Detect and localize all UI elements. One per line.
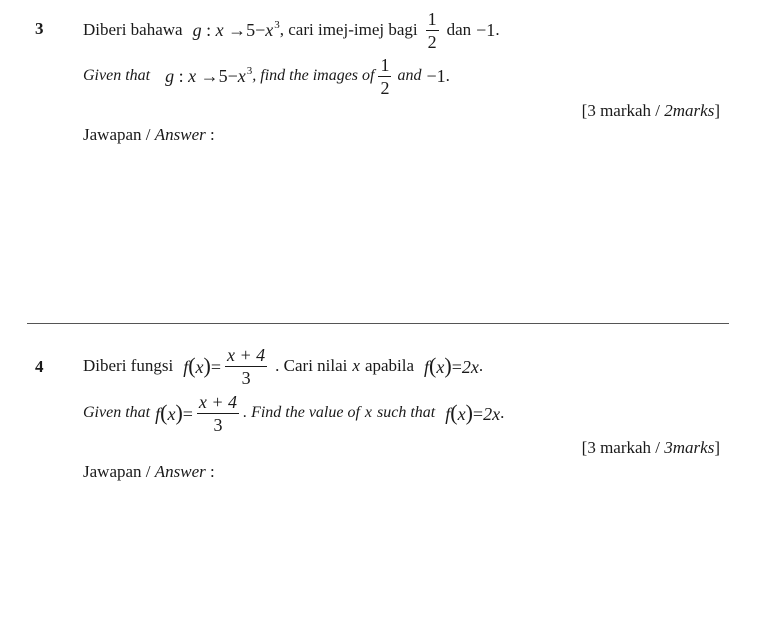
q4e-period: . [500, 403, 505, 422]
q3-half-num: 1 [427, 8, 437, 29]
q3-english-mid: , find the images of [252, 67, 375, 84]
q4-malay-intro: Diberi fungsi [83, 356, 174, 375]
q3-marks-suffix: ] [714, 101, 720, 120]
q3-fn-const: 5 [246, 19, 256, 40]
q3-answer-malay: Jawapan / [83, 125, 155, 144]
q4e-eq2: = [472, 403, 484, 424]
q4-english-mid-a: . Find the value of [243, 404, 360, 421]
q3-answer-colon: : [205, 125, 215, 144]
q4-answer-english: Answer [154, 462, 206, 481]
question-3-marks [582, 101, 720, 121]
q3e-fn-colon: : [178, 65, 184, 86]
q4e-eq: = [182, 403, 193, 424]
q4e-rhs: 2x [483, 403, 501, 424]
section-divider [27, 323, 729, 324]
q4-english-intro: Given that [83, 404, 151, 421]
q4-malay-mid-var: x [352, 356, 360, 375]
q3e-neg-one: −1 [426, 65, 446, 86]
q4-period: . [478, 356, 484, 375]
q4-fx-english: f(x)= [155, 399, 193, 425]
q3e-fn-minus: − [227, 65, 238, 86]
q3e-fn-var: x [188, 65, 197, 86]
q3-fn-rhs-var: x [265, 19, 274, 40]
question-4-answer-label [83, 462, 215, 482]
q4-eq2: = [451, 356, 462, 377]
q4-english-mid-b: such that [377, 404, 436, 421]
q4e-x2: x [457, 403, 466, 424]
q3-fn-arrow: → [228, 19, 247, 40]
q3-function-malay [193, 20, 280, 41]
question-3-number: 3 [35, 19, 44, 38]
q4-frac-num: x + 4 [227, 344, 266, 365]
q3-half-den: 2 [427, 31, 437, 52]
q4e-f2: f [445, 403, 451, 424]
q3-fn-name: g [192, 19, 202, 40]
q4-english-mid-var: x [364, 404, 373, 421]
q3-malay-intro: Diberi bahawa [83, 20, 183, 39]
q3e-period: . [445, 66, 450, 85]
q4-fx-rhs-malay: f(x)=2x [424, 352, 479, 378]
q3-malay-and: dan [446, 20, 472, 39]
q4-frac-den: 3 [241, 367, 251, 388]
q3-fn-exponent: 3 [274, 18, 280, 31]
q4e-frac-num: x + 4 [198, 391, 238, 412]
q3-function-english [165, 66, 252, 87]
q3-marks-prefix: [3 markah / [581, 101, 665, 120]
q4-fx-malay: f(x)= [183, 352, 222, 378]
question-3-malay-text [83, 10, 500, 50]
q3e-half-fraction [378, 56, 391, 97]
q3-marks-italic: 2marks [664, 101, 715, 120]
q3-fn-var: x [215, 19, 224, 40]
q4-answer-colon: : [205, 462, 215, 481]
q3-period: . [495, 20, 500, 39]
q4e-fx-rhs: f(x)=2x [445, 399, 501, 425]
q3-neg-one: −1 [476, 19, 496, 40]
q3-answer-english: Answer [154, 125, 206, 144]
q4-eq: = [210, 356, 222, 377]
q3-english-intro: Given that [83, 67, 151, 84]
q4e-fraction [197, 393, 239, 434]
q3e-half-den: 2 [380, 77, 390, 98]
q4-rhs: 2x [461, 356, 479, 377]
q4-marks-prefix: [3 markah / [581, 438, 665, 457]
q3e-fn-exponent: 3 [246, 64, 253, 77]
q4-x: x [195, 356, 204, 377]
question-4-malay-text [83, 343, 483, 389]
q3-english-and: and [397, 67, 422, 84]
q3e-fn-rhs-var: x [237, 65, 246, 86]
q3e-half-num: 1 [380, 54, 390, 75]
q4-marks-italic: 3marks [664, 438, 715, 457]
q4-malay-mid-a: . Cari nilai [275, 356, 348, 375]
question-4-marks [582, 438, 720, 458]
question-3-answer-label [83, 125, 215, 145]
q4e-frac-den: 3 [213, 414, 223, 435]
q3-half-fraction [426, 10, 439, 51]
q4-malay-mid-b: apabila [364, 356, 415, 375]
q3e-fn-arrow: → [200, 65, 219, 86]
q4e-f: f [155, 403, 161, 424]
q4-marks-suffix: ] [714, 438, 720, 457]
q3-fn-minus: − [255, 19, 266, 40]
q4-f2: f [424, 356, 430, 377]
question-4-english-text [83, 390, 504, 436]
q3-malay-mid: , cari imej-imej bagi [279, 20, 418, 39]
q4-fraction [225, 346, 267, 387]
q4-x2: x [436, 356, 445, 377]
q4-answer-malay: Jawapan / [83, 462, 155, 481]
q3e-fn-name: g [165, 65, 175, 86]
q3-fn-colon: : [206, 19, 212, 40]
question-3-english-text [83, 56, 450, 96]
q4e-x: x [167, 403, 176, 424]
q4-f: f [183, 356, 189, 377]
question-4-number: 4 [35, 357, 44, 376]
q3e-fn-const: 5 [218, 65, 228, 86]
